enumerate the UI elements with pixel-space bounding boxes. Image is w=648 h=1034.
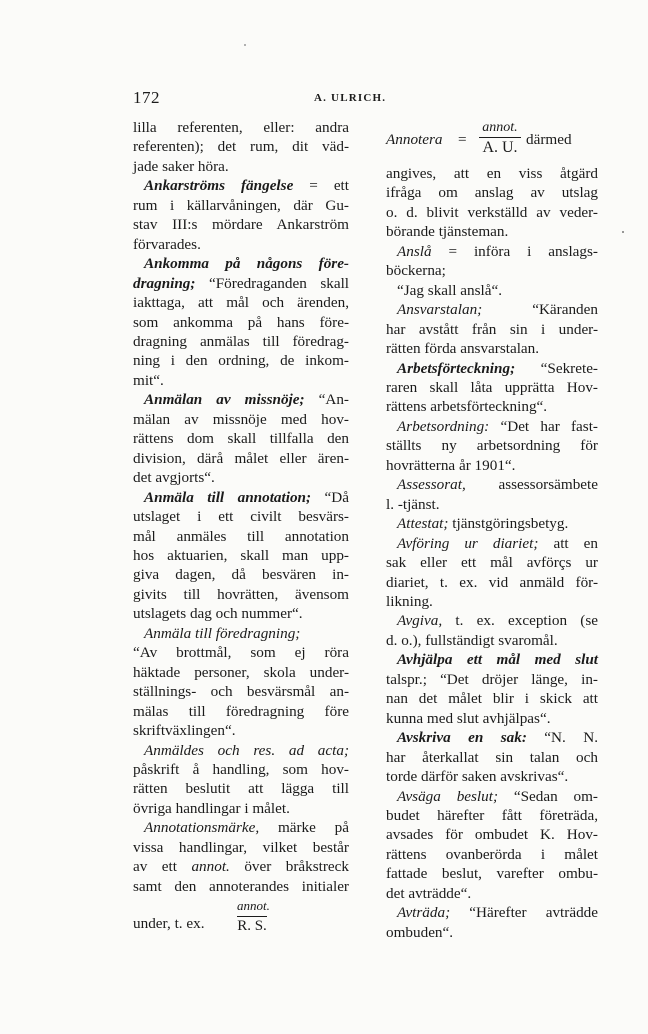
text-line: [133, 176, 349, 195]
text-line: rätten beslutit att lägga till: [133, 780, 349, 798]
italic-word: annot.: [191, 858, 230, 876]
text-line: referenten); det rum, dit väd-: [133, 138, 349, 156]
text-line: jade saker höra.: [133, 157, 229, 175]
fraction-denominator: A. U.: [482, 139, 518, 157]
text-line: dragning anmälas till föredrag-: [133, 332, 349, 350]
text-line: förvarades.: [133, 235, 201, 253]
headword: Avskriva en sak:: [397, 729, 527, 747]
speck: [244, 44, 246, 46]
headword: Arbetsordning:: [397, 417, 490, 435]
text-line: division, därå målet eller ären-: [133, 449, 349, 467]
fraction: [237, 896, 270, 936]
text-line: häktade personer, skola under-: [133, 663, 349, 681]
text-line: lilla referenten, eller: andra: [133, 119, 349, 136]
left-column: [133, 118, 349, 936]
text-line: utslaget i ett civilt besvärs-: [133, 508, 349, 526]
text-line: [386, 475, 598, 494]
text-line: [133, 818, 349, 837]
text-line: böckerna;: [386, 262, 446, 280]
entry-attestat: [386, 514, 598, 533]
text-line: har avstått från sin i under-: [386, 320, 598, 338]
text-line: avsades för ombudet K. Hov-: [386, 826, 598, 844]
text-line: [386, 611, 598, 630]
entry-ansla: [386, 242, 598, 300]
text-line: utslagets dag och nummer“.: [133, 605, 303, 623]
text-line: [386, 359, 598, 378]
text-run: assessorsämbete: [465, 476, 598, 494]
entry-avgiva: [386, 611, 598, 650]
text-run: märke på: [259, 819, 349, 837]
entry-arbetsordning: [386, 417, 598, 475]
text-line: [133, 254, 349, 273]
headword: Anmäldes och res. ad acta;: [144, 741, 349, 759]
text-line: [133, 741, 349, 760]
text-line: rättens arbetsförteckning“.: [386, 398, 548, 416]
text-run: “Det har fast-: [489, 417, 598, 435]
text-line: rätten förda ansvarstalan.: [386, 340, 540, 358]
text-line: rättens ovanberörda i målet: [386, 845, 598, 863]
entry-avskriva-en-sak: [386, 728, 598, 786]
text-line: torde därför saken avskrivas“.: [386, 768, 569, 786]
entry-lilla-referenten: [133, 118, 349, 176]
text-run: “Sedan om-: [498, 787, 598, 805]
text-line: hovrätterna år 1901“.: [386, 456, 516, 474]
headword: Avhjälpa ett mål med slut: [397, 651, 598, 669]
text-line: [386, 514, 598, 533]
text-line: ställnings- och besvärsmål an-: [133, 683, 349, 701]
text-line: mit“.: [133, 371, 164, 389]
text-line: [133, 624, 349, 643]
text-run: tjänstgöringsbetyg.: [448, 515, 569, 533]
entry-avsaga-beslut: [386, 787, 598, 904]
text-run: över bråkstreck: [229, 858, 350, 876]
text-line: kunna med slut avhjälpas“.: [386, 709, 551, 727]
text-line: o. d. blivit verkställd av veder-: [386, 203, 598, 221]
text-run: under, t. ex.: [133, 915, 205, 933]
text-run: “Käranden: [482, 301, 598, 319]
text-line: det avträdde“.: [386, 884, 472, 902]
text-line: “Jag skall anslå“.: [397, 281, 503, 299]
text-line: likning.: [386, 592, 433, 610]
text-run: “Sekrete-: [515, 359, 598, 377]
entry-arbetsforteckning: [386, 359, 598, 417]
entry-ankomma: [133, 254, 349, 390]
headword: Annotationsmärke,: [144, 819, 260, 837]
entry-anmaldes-och-res: [133, 741, 349, 819]
text-line: mål anmäles till annotation: [133, 527, 349, 545]
fraction-numerator: annot.: [237, 896, 267, 916]
signature-example: [133, 896, 349, 936]
text-line: påskrift å handling, som hov-: [133, 760, 349, 778]
text-line: angives, att en viss åtgärd: [386, 165, 598, 182]
text-line: ombuden“.: [386, 923, 454, 941]
text-line: “Av brottmål, som ej röra: [133, 644, 349, 662]
annotera-formula: [386, 118, 598, 164]
headword: Anmäla till föredragning;: [144, 624, 301, 642]
entry-ankarstroms-fangelse: [133, 176, 349, 254]
text-line: [386, 300, 598, 319]
headword: Arbetsförteckning;: [397, 359, 516, 377]
text-line: [386, 650, 598, 669]
headword: Ankomma på någons före-: [144, 255, 349, 273]
text-line: giva dagen, då besvären in-: [133, 566, 349, 584]
text-run: av ett: [133, 858, 177, 876]
text-line: vissa handlingar, vilket består: [133, 838, 349, 856]
entry-anmalan-av-missnoje: [133, 390, 349, 487]
text-run: = ett: [293, 177, 349, 195]
entry-ansvarstalan: [386, 300, 598, 358]
entry-annotera: [386, 118, 598, 242]
text-line: mälan av missnöje med hov-: [133, 410, 349, 428]
headword: Ankarströms fängelse: [144, 177, 294, 195]
text-line: budet härefter fått företräda,: [386, 806, 598, 824]
entry-avhjalpa: [386, 650, 598, 728]
headword: Ansvarstalan;: [397, 301, 483, 319]
text-line: nan det målet blir i skick att: [386, 690, 598, 708]
text-line: börande tjänsteman.: [386, 223, 509, 241]
text-line: hos aktuarien, skall man upp-: [133, 546, 349, 564]
text-line: stav III:s mördare Ankarström: [133, 216, 349, 234]
text-line: som ankomma på hans före-: [133, 313, 349, 331]
text-line: l. -tjänst.: [386, 495, 440, 513]
text-line: [386, 242, 598, 261]
entry-avtrada: [386, 903, 598, 942]
text-line: [386, 787, 598, 806]
text-line: ställts ny arbetsordning för: [386, 437, 598, 455]
text-run: “N. N.: [526, 729, 598, 747]
text-line: fattade beslut, varefter ombu-: [386, 865, 598, 883]
headword: Avsäga beslut;: [397, 787, 499, 805]
headword: Anslå: [397, 242, 432, 260]
text-line: [133, 488, 349, 507]
headword: Anmälan av missnöje;: [144, 391, 305, 409]
page-header: [0, 88, 648, 112]
text-line: ning i den ordning, de inkom-: [133, 352, 349, 370]
text-line: sak eller ett mål avförçs ur: [386, 554, 598, 572]
headword: Avträda;: [397, 904, 451, 922]
page-number: 172: [133, 88, 160, 107]
entry-assessorat: [386, 475, 598, 514]
entry-anmala-till-annotation: [133, 488, 349, 624]
text-line: [133, 390, 349, 409]
text-line: mälas till föredragning före: [133, 702, 349, 720]
right-column: [386, 118, 598, 942]
text-line: rum i källarvåningen, där Gu-: [133, 196, 349, 214]
text-line: [386, 903, 598, 922]
entry-annotationsmarke: [133, 818, 349, 896]
text-line: [133, 857, 349, 876]
text-line: raren skall låta upprätta Hov-: [386, 378, 598, 396]
headword: Attestat;: [397, 515, 449, 533]
fraction-denominator: R. S.: [237, 917, 267, 934]
text-run: “An-: [304, 391, 349, 409]
text-run: därmed: [526, 131, 572, 148]
headword: Avföring ur diariet;: [397, 534, 539, 552]
text-run: t. ex. exception (se: [442, 612, 598, 630]
text-line: ifråga om anslag av utslag: [386, 184, 598, 202]
text-line: rättens dom skall tillfalla den: [133, 430, 349, 448]
text-line: det avgjorts“.: [133, 469, 215, 487]
text-run: “Föredraganden skall: [208, 274, 350, 292]
margin-speck: [622, 231, 624, 233]
text-run: att en: [538, 534, 599, 552]
text-line: iakttaga, att mål och ärenden,: [133, 294, 349, 312]
text-line: samt den annoterandes initialer: [133, 877, 349, 895]
entry-avforing-ur-diariet: [386, 534, 598, 612]
text-line: [386, 534, 598, 553]
text-line: [386, 728, 598, 747]
text-line: [386, 417, 598, 436]
text-run: = införa i anslags-: [431, 242, 598, 260]
text-line: diariet, t. ex. vid anmäld för-: [386, 573, 598, 591]
headword: Assessorat,: [397, 476, 466, 494]
text-line: d. o.), fullständigt svaromål.: [386, 631, 558, 649]
text-line: har återkallat sin talan och: [386, 748, 598, 766]
text-line: talspr.; “Det dröjer länge, in-: [386, 670, 598, 688]
text-line: [133, 274, 349, 293]
text-line: övriga handlingar i målet.: [133, 799, 290, 817]
text-run: “Härefter avträdde: [450, 904, 598, 922]
fraction-numerator: annot.: [479, 118, 521, 138]
entry-anmala-till-foredragning: [133, 624, 349, 741]
equals-sign: =: [458, 131, 467, 148]
fraction: [479, 118, 521, 158]
headword: Annotera: [386, 131, 443, 148]
text-line: skriftväxlingen“.: [133, 722, 236, 740]
headword-continued: dragning;: [133, 274, 196, 292]
headword: Avgiva,: [397, 612, 443, 630]
text-line: givits till hovrätten, ävensom: [133, 585, 349, 603]
text-run: “Då: [311, 488, 350, 506]
running-head: A. ULRICH.: [314, 92, 387, 104]
headword: Anmäla till annotation;: [144, 488, 312, 506]
